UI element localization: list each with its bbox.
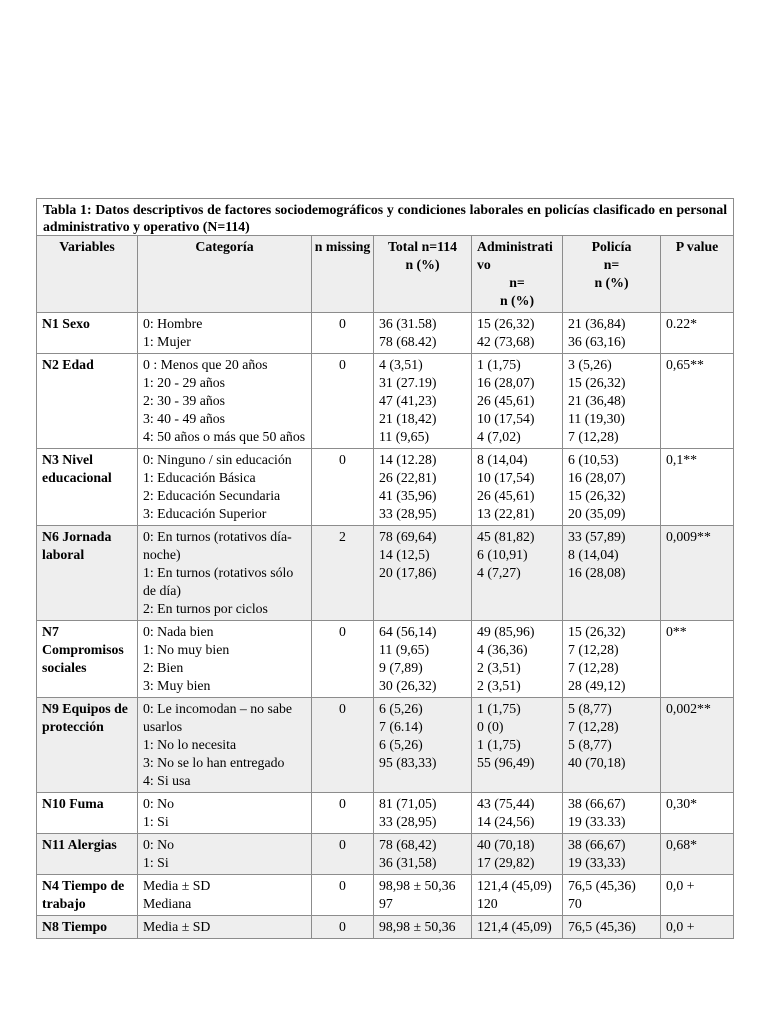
categoria-cell-line: 4: Si usa — [143, 773, 191, 788]
admin-cell — [472, 916, 563, 939]
total-cell — [374, 793, 472, 834]
policia-cell — [563, 526, 661, 621]
admin-cell-line: 120 — [477, 896, 498, 911]
categoria-cell-line: 0: Nada bien — [143, 624, 214, 639]
variable-cell: N10 Fuma — [37, 793, 138, 834]
categoria-cell-line: 2: Educación Secundaria — [143, 488, 281, 503]
missing-cell: 0 — [312, 793, 374, 834]
table-row — [37, 313, 734, 354]
pvalue-cell: 0.22* — [661, 313, 734, 354]
categoria-cell-line: 3: No se lo han entregado — [143, 755, 285, 770]
categoria-cell-line: 1: Educación Básica — [143, 470, 256, 485]
admin-cell — [472, 621, 563, 698]
policia-cell-line: 7 (12,28) — [568, 660, 619, 675]
pvalue-cell: 0,0 + — [661, 916, 734, 939]
policia-cell-line: 5 (8,77) — [568, 701, 612, 716]
total-cell-line: 64 (56,14) — [379, 624, 437, 639]
table-row — [37, 354, 734, 449]
variable-cell: N7 Compromisos sociales — [37, 621, 138, 698]
admin-cell-line: 10 (17,54) — [477, 470, 535, 485]
policia-cell-line: 15 (26,32) — [568, 488, 626, 503]
categoria-cell-line: Media ± SD — [143, 878, 211, 893]
categoria-cell-line: 1: Si — [143, 855, 169, 870]
categoria-cell-line: 1: No lo necesita — [143, 737, 237, 752]
categoria-cell-line: 4: 50 años o más que 50 años — [143, 429, 306, 444]
total-cell — [374, 621, 472, 698]
header-policia-line: Policía — [591, 239, 632, 254]
policia-cell-line: 40 (70,18) — [568, 755, 626, 770]
admin-cell-line: 1 (1,75) — [477, 701, 521, 716]
policia-cell-line: 16 (28,08) — [568, 565, 626, 580]
header-policia-line: n= — [603, 257, 620, 272]
total-cell-line: 4 (3,51) — [379, 357, 423, 372]
admin-cell — [472, 354, 563, 449]
policia-cell-line: 16 (28,07) — [568, 470, 626, 485]
variable-cell: N8 Tiempo — [37, 916, 138, 939]
total-cell-line: 9 (7,89) — [379, 660, 423, 675]
total-cell-line: 14 (12.28) — [379, 452, 437, 467]
policia-cell — [563, 793, 661, 834]
pvalue-cell: 0,30* — [661, 793, 734, 834]
table-row — [37, 621, 734, 698]
admin-cell-line: 17 (29,82) — [477, 855, 535, 870]
categoria-cell-line: 0: No — [143, 796, 175, 811]
table-row — [37, 698, 734, 793]
policia-cell-line: 38 (66,67) — [568, 796, 626, 811]
admin-cell-line: 4 (36,36) — [477, 642, 528, 657]
total-cell-line: 98,98 ± 50,36 — [379, 878, 456, 893]
total-cell-line: 33 (28,95) — [379, 814, 437, 829]
pvalue-cell: 0** — [661, 621, 734, 698]
total-cell-line: 36 (31,58) — [379, 855, 437, 870]
header-categoria: Categoría — [138, 236, 312, 313]
total-cell-line: 78 (68.42) — [379, 334, 437, 349]
categoria-cell-line: 0: Le incomodan – no sabe usarlos — [143, 701, 293, 734]
header-total-line: Total n=114 — [387, 239, 458, 254]
header-pvalue: P value — [661, 236, 734, 313]
total-cell-line: 95 (83,33) — [379, 755, 437, 770]
admin-cell-line: 40 (70,18) — [477, 837, 535, 852]
total-cell — [374, 698, 472, 793]
categoria-cell-line: 0: Hombre — [143, 316, 203, 331]
header-policia — [563, 236, 661, 313]
categoria-cell-line: 1: Mujer — [143, 334, 191, 349]
total-cell — [374, 449, 472, 526]
admin-cell-line: 121,4 (45,09) — [477, 919, 552, 934]
categoria-cell — [138, 698, 312, 793]
categoria-cell — [138, 916, 312, 939]
categoria-cell-line: 2: 30 - 39 años — [143, 393, 226, 408]
missing-cell: 2 — [312, 526, 374, 621]
descriptive-table-container — [36, 198, 733, 939]
total-cell-line: 78 (69,64) — [379, 529, 437, 544]
policia-cell-line: 15 (26,32) — [568, 375, 626, 390]
admin-cell-line: 55 (96,49) — [477, 755, 535, 770]
header-row — [37, 236, 734, 313]
total-cell-line: 7 (6.14) — [379, 719, 423, 734]
variable-cell: N9 Equipos de protección — [37, 698, 138, 793]
policia-cell-line: 19 (33.33) — [568, 814, 626, 829]
table-caption: Tabla 1: Datos descriptivos de factores sociodemográficos y condiciones laborales en policías clasificado en personal administrativo y operativo (N=114) — [37, 199, 734, 236]
categoria-cell-line: 0 : Menos que 20 años — [143, 357, 268, 372]
missing-cell: 0 — [312, 834, 374, 875]
total-cell — [374, 313, 472, 354]
policia-cell-line: 11 (19,30) — [568, 411, 625, 426]
policia-cell-line: 15 (26,32) — [568, 624, 626, 639]
policia-cell-line: 76,5 (45,36) — [568, 878, 636, 893]
policia-cell-line: 20 (35,09) — [568, 506, 626, 521]
categoria-cell — [138, 449, 312, 526]
total-cell-line: 97 — [379, 896, 393, 911]
categoria-cell — [138, 793, 312, 834]
total-cell — [374, 834, 472, 875]
total-cell-line: 78 (68,42) — [379, 837, 437, 852]
admin-cell-line: 1 (1,75) — [477, 357, 521, 372]
header-total-line: n (%) — [405, 257, 440, 272]
admin-cell-line: 42 (73,68) — [477, 334, 535, 349]
admin-cell — [472, 834, 563, 875]
admin-cell-line: 13 (22,81) — [477, 506, 535, 521]
categoria-cell-line: 1: Si — [143, 814, 169, 829]
variable-cell: N2 Edad — [37, 354, 138, 449]
total-cell-line: 31 (27.19) — [379, 375, 437, 390]
policia-cell-line: 33 (57,89) — [568, 529, 626, 544]
pvalue-cell: 0,68* — [661, 834, 734, 875]
total-cell-line: 30 (26,32) — [379, 678, 437, 693]
categoria-cell-line: 3: Muy bien — [143, 678, 211, 693]
policia-cell-line: 70 — [568, 896, 582, 911]
total-cell-line: 33 (28,95) — [379, 506, 437, 521]
total-cell-line: 98,98 ± 50,36 — [379, 919, 456, 934]
admin-cell-line: 8 (14,04) — [477, 452, 528, 467]
total-cell-line: 21 (18,42) — [379, 411, 437, 426]
categoria-cell — [138, 313, 312, 354]
variable-cell: N3 Nivel educacional — [37, 449, 138, 526]
policia-cell — [563, 834, 661, 875]
admin-cell — [472, 793, 563, 834]
policia-cell-line: 36 (63,16) — [568, 334, 626, 349]
total-cell-line: 36 (31.58) — [379, 316, 437, 331]
categoria-cell-line: 1: No muy bien — [143, 642, 230, 657]
policia-cell-line: 76,5 (45,36) — [568, 919, 636, 934]
categoria-cell — [138, 621, 312, 698]
header-admin-line: vo — [477, 257, 491, 272]
header-admin-line: n= — [509, 275, 525, 290]
admin-cell-line: 6 (10,91) — [477, 547, 528, 562]
categoria-cell — [138, 834, 312, 875]
policia-cell-line: 3 (5,26) — [568, 357, 612, 372]
total-cell-line: 81 (71,05) — [379, 796, 437, 811]
total-cell-line: 14 (12,5) — [379, 547, 430, 562]
categoria-cell-line: 2: En turnos por ciclos — [143, 601, 268, 616]
total-cell-line: 11 (9,65) — [379, 429, 430, 444]
policia-cell — [563, 354, 661, 449]
pvalue-cell: 0,1** — [661, 449, 734, 526]
categoria-cell-line: 3: Educación Superior — [143, 506, 267, 521]
policia-cell-line: 8 (14,04) — [568, 547, 619, 562]
total-cell-line: 26 (22,81) — [379, 470, 437, 485]
missing-cell: 0 — [312, 621, 374, 698]
policia-cell-line: 21 (36,48) — [568, 393, 626, 408]
admin-cell-line: 26 (45,61) — [477, 393, 535, 408]
total-cell — [374, 916, 472, 939]
missing-cell: 0 — [312, 698, 374, 793]
missing-cell: 0 — [312, 916, 374, 939]
policia-cell-line: 19 (33,33) — [568, 855, 626, 870]
header-missing: n missing — [312, 236, 374, 313]
table-row — [37, 449, 734, 526]
policia-cell — [563, 449, 661, 526]
header-admin-line: n (%) — [499, 293, 535, 308]
variable-cell: N11 Alergias — [37, 834, 138, 875]
policia-cell — [563, 621, 661, 698]
policia-cell-line: 38 (66,67) — [568, 837, 626, 852]
policia-cell — [563, 916, 661, 939]
policia-cell-line: 7 (12,28) — [568, 719, 619, 734]
variable-cell: N4 Tiempo de trabajo — [37, 875, 138, 916]
categoria-cell-line: 2: Bien — [143, 660, 184, 675]
categoria-cell — [138, 354, 312, 449]
categoria-cell — [138, 526, 312, 621]
categoria-cell-line: Mediana — [143, 896, 192, 911]
total-cell-line: 6 (5,26) — [379, 737, 423, 752]
variable-cell: N6 Jornada laboral — [37, 526, 138, 621]
admin-cell-line: 15 (26,32) — [477, 316, 535, 331]
table-body — [37, 313, 734, 939]
table-row — [37, 526, 734, 621]
admin-cell-line: 2 (3,51) — [477, 660, 521, 675]
pvalue-cell: 0,002** — [661, 698, 734, 793]
categoria-cell-line: 1: 20 - 29 años — [143, 375, 226, 390]
admin-cell-line: 14 (24,56) — [477, 814, 535, 829]
admin-cell — [472, 449, 563, 526]
total-cell-line: 20 (17,86) — [379, 565, 437, 580]
total-cell — [374, 875, 472, 916]
admin-cell-line: 10 (17,54) — [477, 411, 535, 426]
categoria-cell-line: 0: Ninguno / sin educación — [143, 452, 292, 467]
categoria-cell — [138, 875, 312, 916]
categoria-cell-line: 0: En turnos (rotativos día-noche) — [143, 529, 292, 562]
admin-cell — [472, 526, 563, 621]
categoria-cell-line: 0: No — [143, 837, 175, 852]
admin-cell — [472, 313, 563, 354]
descriptive-table — [36, 198, 734, 939]
header-admin-line: Administrati — [477, 239, 553, 254]
missing-cell: 0 — [312, 354, 374, 449]
admin-cell-line: 45 (81,82) — [477, 529, 535, 544]
total-cell-line: 11 (9,65) — [379, 642, 430, 657]
admin-cell — [472, 875, 563, 916]
total-cell — [374, 526, 472, 621]
categoria-cell-line: 3: 40 - 49 años — [143, 411, 226, 426]
admin-cell-line: 4 (7,02) — [477, 429, 521, 444]
policia-cell-line: 28 (49,12) — [568, 678, 626, 693]
pvalue-cell: 0,65** — [661, 354, 734, 449]
policia-cell-line: 6 (10,53) — [568, 452, 619, 467]
table-row — [37, 916, 734, 939]
policia-cell — [563, 698, 661, 793]
header-policia-line: n (%) — [594, 275, 629, 290]
admin-cell-line: 2 (3,51) — [477, 678, 521, 693]
admin-cell-line: 43 (75,44) — [477, 796, 535, 811]
variable-cell: N1 Sexo — [37, 313, 138, 354]
table-row — [37, 793, 734, 834]
missing-cell: 0 — [312, 449, 374, 526]
header-admin — [472, 236, 563, 313]
admin-cell-line: 4 (7,27) — [477, 565, 521, 580]
policia-cell-line: 7 (12,28) — [568, 429, 619, 444]
table-row — [37, 875, 734, 916]
total-cell-line: 41 (35,96) — [379, 488, 437, 503]
categoria-cell-line: Media ± SD — [143, 919, 211, 934]
table-row — [37, 834, 734, 875]
policia-cell — [563, 313, 661, 354]
admin-cell-line: 121,4 (45,09) — [477, 878, 552, 893]
policia-cell-line: 5 (8,77) — [568, 737, 612, 752]
pvalue-cell: 0,0 + — [661, 875, 734, 916]
admin-cell-line: 0 (0) — [477, 719, 504, 734]
total-cell-line: 6 (5,26) — [379, 701, 423, 716]
admin-cell-line: 26 (45,61) — [477, 488, 535, 503]
policia-cell-line: 21 (36,84) — [568, 316, 626, 331]
missing-cell: 0 — [312, 875, 374, 916]
admin-cell-line: 49 (85,96) — [477, 624, 535, 639]
admin-cell-line: 16 (28,07) — [477, 375, 535, 390]
policia-cell — [563, 875, 661, 916]
pvalue-cell: 0,009** — [661, 526, 734, 621]
header-variables: Variables — [37, 236, 138, 313]
categoria-cell-line: 1: En turnos (rotativos sólo de día) — [143, 565, 294, 598]
header-total — [374, 236, 472, 313]
admin-cell — [472, 698, 563, 793]
total-cell — [374, 354, 472, 449]
total-cell-line: 47 (41,23) — [379, 393, 437, 408]
missing-cell: 0 — [312, 313, 374, 354]
policia-cell-line: 7 (12,28) — [568, 642, 619, 657]
admin-cell-line: 1 (1,75) — [477, 737, 521, 752]
